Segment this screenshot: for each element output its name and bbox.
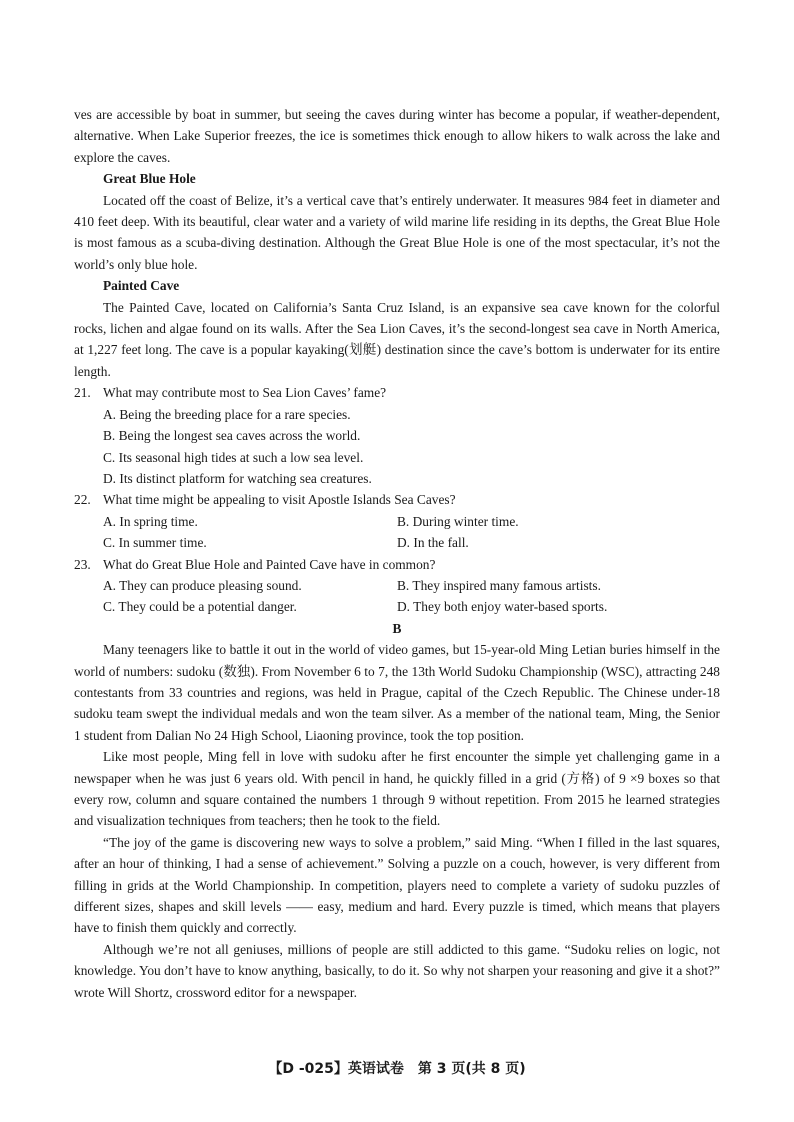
- question-number: 23.: [74, 556, 91, 572]
- question-21: [74, 382, 720, 489]
- option-c: C. Its seasonal high tides at such a low sea level.: [103, 449, 364, 465]
- option-d: D. They both enjoy water-based sports.: [397, 599, 608, 615]
- option-d: D. In the fall.: [397, 535, 469, 551]
- section-b-paragraph-1: Many teenagers like to battle it out in the world of video games, but 15-year-old Ming Letian buries himself in the world of numbers: sudoku (数独). From November 6 to 7, the 13th World Sudoku Championship (WSC), attracting 248 contestants from 33 countries and regions, was held in Prague, capital of the Czech Republic. The Chinese under-18 sudoku team swept the individual medals and won the team silver. As a member of the national team, Ming, the Senior 1 student from Dalian No 24 High School, Liaoning province, took the top position.: [74, 642, 720, 743]
- question-stem: What do Great Blue Hole and Painted Cave have in common?: [103, 556, 436, 572]
- option-a: A. In spring time.: [103, 513, 198, 529]
- option-a: A. Being the breeding place for a rare species.: [103, 406, 351, 422]
- option-b: B. During winter time.: [397, 513, 519, 529]
- intro-paragraph: ves are accessible by boat in summer, but seeing the caves during winter has become a popular, if weather-dependent, alternative. When Lake Superior freezes, the ice is sometimes thick enough to allow hikers to walk across the lake and explore the caves.: [74, 107, 720, 165]
- question-22: [74, 489, 720, 553]
- section-b-paragraph-4: Although we’re not all geniuses, millions of people are still addicted to this game. “Sudoku relies on logic, not knowledge. You don’t have to know anything, basically, to do it. So why not sharpen your reasoning and give it a shot?” wrote Will Shortz, crossword editor for a newspaper.: [74, 941, 720, 1000]
- section-b-label: B: [392, 620, 402, 636]
- page-footer: 【D -025】英语试卷 第 3 页(共 8 页): [268, 1061, 526, 1077]
- option-a: A. They can produce pleasing sound.: [103, 577, 302, 593]
- heading-great-blue-hole: Great Blue Hole: [103, 171, 196, 187]
- option-c: C. They could be a potential danger.: [103, 599, 297, 615]
- page-body: [74, 104, 720, 1003]
- question-23: [74, 554, 720, 618]
- option-c: C. In summer time.: [103, 535, 207, 551]
- question-number: 22.: [74, 492, 91, 508]
- great-blue-hole-paragraph: Located off the coast of Belize, it’s a vertical cave that’s entirely underwater. It measures 984 feet in diameter and 410 feet deep. With its beautiful, clear water and a variety of wild marine life residing in its depths, the Great Blue Hole is most famous as a scuba-diving destination. Although the Great Blue Hole is one of the most spectacular, it’s not the world’s only blue hole.: [74, 192, 720, 272]
- option-d: D. Its distinct platform for watching sea creatures.: [103, 470, 372, 486]
- question-stem: What may contribute most to Sea Lion Caves’ fame?: [103, 385, 387, 401]
- option-b: B. They inspired many famous artists.: [397, 577, 601, 593]
- painted-cave-paragraph: The Painted Cave, located on California’s Santa Cruz Island, is an expansive sea cave known for the colorful rocks, lichen and algae found on its walls. After the Sea Lion Caves, it’s the second-longest sea cave in North America, at 1,227 feet long. The cave is a popular kayaking(划艇) destination since the cave’s bottom is underwater for its entire length.: [74, 299, 720, 379]
- heading-painted-cave: Painted Cave: [103, 278, 180, 294]
- section-b-paragraph-2: Like most people, Ming fell in love with sudoku after he first encounter the simple yet challenging game in a newspaper when he was just 6 years old. With pencil in hand, he quickly filled in a grid (方格) of 9 ×9 boxes so that every row, column and square contained the numbers 1 through 9 without repetition. From 2015 he learned strategies and visualization techniques from teachers; then he took to the field.: [74, 749, 720, 829]
- option-b: B. Being the longest sea caves across the world.: [103, 428, 361, 444]
- question-stem: What time might be appealing to visit Apostle Islands Sea Caves?: [103, 492, 456, 508]
- question-number: 21.: [74, 385, 91, 401]
- section-b-paragraph-3: “The joy of the game is discovering new ways to solve a problem,” said Ming. “When I filled in the last squares, after an hour of thinking, I had a sense of achievement.” Solving a puzzle on a couch, however, is very different from filling in grids at the World Championship. In competition, players need to complete a variety of sudoku puzzles of different sizes, shapes and skill levels —— easy, medium and hard. Every puzzle is timed, which means that players have to finish them quickly and correctly.: [74, 834, 720, 936]
